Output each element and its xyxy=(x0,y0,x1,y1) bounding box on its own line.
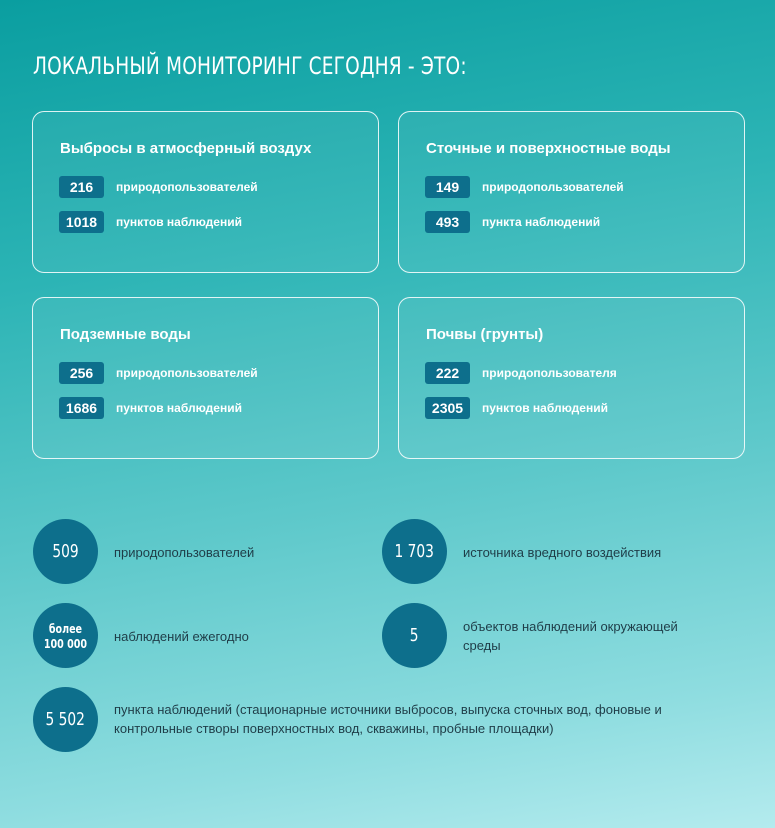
fact-circle-observation-points xyxy=(33,687,98,752)
stat-row xyxy=(425,176,624,198)
stat-label: пунктов наблюдений xyxy=(116,401,242,415)
fact-text: источника вредного воздействия xyxy=(463,545,662,560)
fact-text xyxy=(463,617,678,655)
stat-value-badge: 216 xyxy=(59,176,104,198)
stat-label: природопользователей xyxy=(116,366,258,380)
stat-value-badge: 493 xyxy=(425,211,470,233)
fact-value: 509 xyxy=(52,541,79,562)
stat-value-badge: 1018 xyxy=(59,211,104,233)
card-title: Выбросы в атмосферный воздух xyxy=(60,140,312,157)
stat-label: пунктов наблюдений xyxy=(482,401,608,415)
fact-text: природопользователей xyxy=(114,545,255,560)
page-title: ЛОКАЛЬНЫЙ МОНИТОРИНГ СЕГОДНЯ - ЭТО: xyxy=(33,52,467,80)
fact-value-line1: более xyxy=(48,620,83,636)
card-title: Почвы (грунты) xyxy=(426,326,544,343)
stat-value-badge: 256 xyxy=(59,362,104,384)
stat-row xyxy=(59,362,258,384)
stat-row xyxy=(59,397,242,419)
fact-value xyxy=(44,621,87,651)
card-atmospheric-emissions xyxy=(32,111,379,273)
card-waste-surface-water xyxy=(398,111,745,273)
stat-row xyxy=(425,397,608,419)
fact-text: наблюдений ежегодно xyxy=(114,629,249,644)
card-title: Подземные воды xyxy=(60,326,191,343)
stat-label: природопользователей xyxy=(482,180,624,194)
fact-text-line1: пункта наблюдений (стационарные источники выбросов, выпуска сточных вод, фоновые и xyxy=(114,702,662,717)
fact-text-line1: объектов наблюдений окружающей xyxy=(463,619,678,634)
stat-label: пункта наблюдений xyxy=(482,215,601,229)
fact-circle-monitoring-objects xyxy=(382,603,447,668)
stat-label: пунктов наблюдений xyxy=(116,215,242,229)
card-groundwater xyxy=(32,297,379,459)
fact-value: 5 xyxy=(410,625,419,646)
stat-value-badge: 149 xyxy=(425,176,470,198)
stat-row xyxy=(59,211,242,233)
stat-value-badge: 2305 xyxy=(425,397,470,419)
fact-circle-nature-users xyxy=(33,519,98,584)
stat-value-badge: 222 xyxy=(425,362,470,384)
fact-value-line2: 100 000 xyxy=(43,635,88,651)
fact-text-line2: контрольные створы поверхностных вод, скважины, пробные площадки) xyxy=(114,721,554,736)
fact-value: 1 703 xyxy=(394,541,435,562)
stat-label: природопользователя xyxy=(482,366,617,380)
card-soils xyxy=(398,297,745,459)
stat-label: природопользователей xyxy=(116,180,258,194)
fact-text-line2: среды xyxy=(463,638,501,653)
stat-row xyxy=(425,211,600,233)
fact-circle-harmful-sources xyxy=(382,519,447,584)
stat-row xyxy=(59,176,258,198)
fact-circle-observations-yearly xyxy=(33,603,98,668)
stat-value-badge: 1686 xyxy=(59,397,104,419)
fact-text xyxy=(114,700,662,738)
card-title: Сточные и поверхностные воды xyxy=(426,140,671,157)
stat-row xyxy=(425,362,617,384)
fact-value: 5 502 xyxy=(45,709,86,730)
